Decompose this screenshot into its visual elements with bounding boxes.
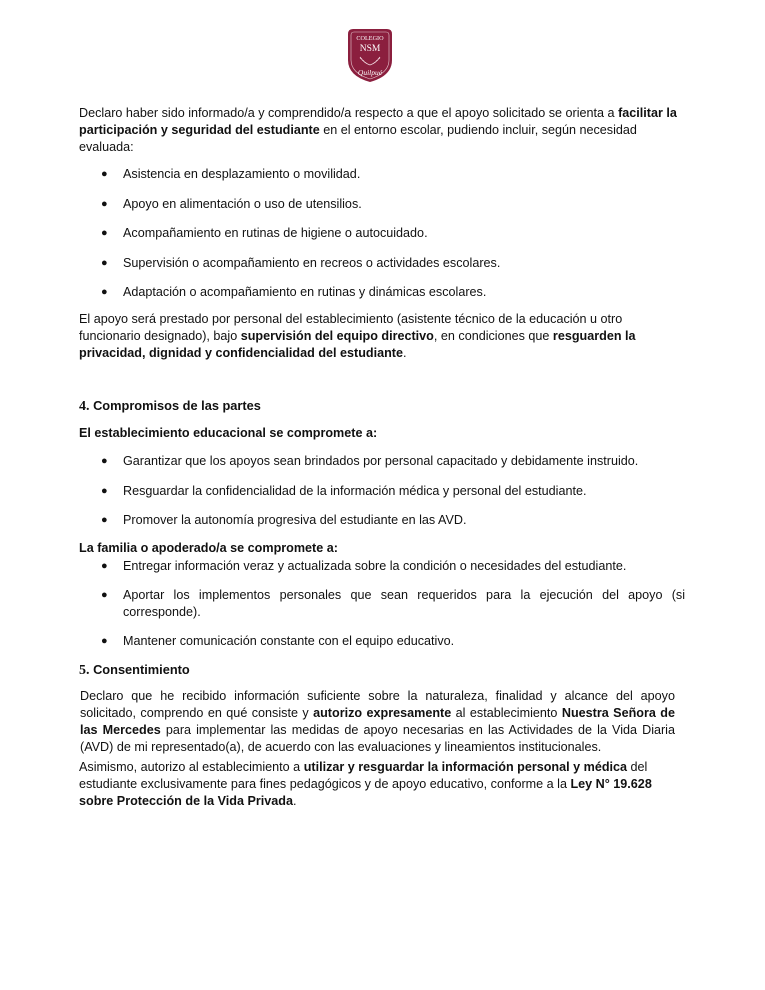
list-item: ● Adaptación o acompañamiento en rutinas y dinámicas escolares. (79, 284, 685, 301)
intro-paragraph: Declaro haber sido informado/a y comprendido/a respecto a que el apoyo solicitado se orienta a facilitar la participación y seguridad del estudiante en el entorno escolar, pudiendo incluir, según necesidad evaluada: (79, 106, 677, 154)
list-item: ● Garantizar que los apoyos sean brindados por personal capacitado y debidamente instruido. (79, 453, 685, 470)
family-commitments-list (79, 558, 685, 650)
crest-line-1: COLEGIO (356, 35, 384, 42)
section-5-heading: 5. Consentimiento (79, 662, 190, 678)
list-item: ● Asistencia en desplazamiento o movilidad. (79, 166, 685, 183)
supports-list (79, 166, 685, 301)
school-commitments-list (79, 453, 685, 529)
section-4-heading: 4. Compromisos de las partes (79, 398, 261, 414)
crest-shield-icon (343, 26, 397, 84)
staff-paragraph: El apoyo será prestado por personal del establecimiento (asistente técnico de la educación u otro funcionario designado), bajo supervisión del equipo directivo, en condiciones que resguarden la privacidad, dignidad y confidencialidad del estudiante. (79, 312, 636, 360)
list-item: ● Acompañamiento en rutinas de higiene o autocuidado. (79, 225, 685, 242)
list-item: ● Supervisión o acompañamiento en recreos o actividades escolares. (79, 255, 685, 272)
school-crest-logo (343, 26, 397, 84)
consent-paragraph-1: Declaro que he recibido información suficiente sobre la naturaleza, finalidad y alcance del apoyo solicitado, comprendo en qué consiste y autorizo expresamente al establecimiento Nuestra Señora de las Mercedes para implementar las medidas de apoyo necesarias en las Actividades de la Vida Diaria (AVD) de mi representado(a), de acuerdo con las evaluaciones y lineamientos institucionales. (80, 689, 675, 754)
consent-paragraph-2: Asimismo, autorizo al establecimiento a utilizar y resguardar la información personal y médica del estudiante exclusivamente para fines pedagógicos y de apoyo educativo, conforme a la Ley N° 19.628 sobre Protección de la Vida Privada. (79, 760, 652, 808)
school-commitments-heading: El establecimiento educacional se compromete a: (79, 426, 378, 440)
list-item: ● Promover la autonomía progresiva del estudiante en las AVD. (79, 512, 685, 529)
list-item: ● Resguardar la confidencialidad de la información médica y personal del estudiante. (79, 483, 685, 500)
list-item: ● Mantener comunicación constante con el equipo educativo. (79, 633, 685, 650)
list-item: ● Aportar los implementos personales que sean requeridos para la ejecución del apoyo (si corresponde). (79, 587, 685, 621)
crest-line-3: Quilpué (357, 68, 383, 77)
list-item: ● Apoyo en alimentación o uso de utensilios. (79, 196, 685, 213)
list-item: ● Entregar información veraz y actualizada sobre la condición o necesidades del estudiante. (79, 558, 685, 575)
family-commitments-heading: La familia o apoderado/a se compromete a: (79, 541, 338, 555)
crest-line-2: NSM (359, 44, 381, 54)
